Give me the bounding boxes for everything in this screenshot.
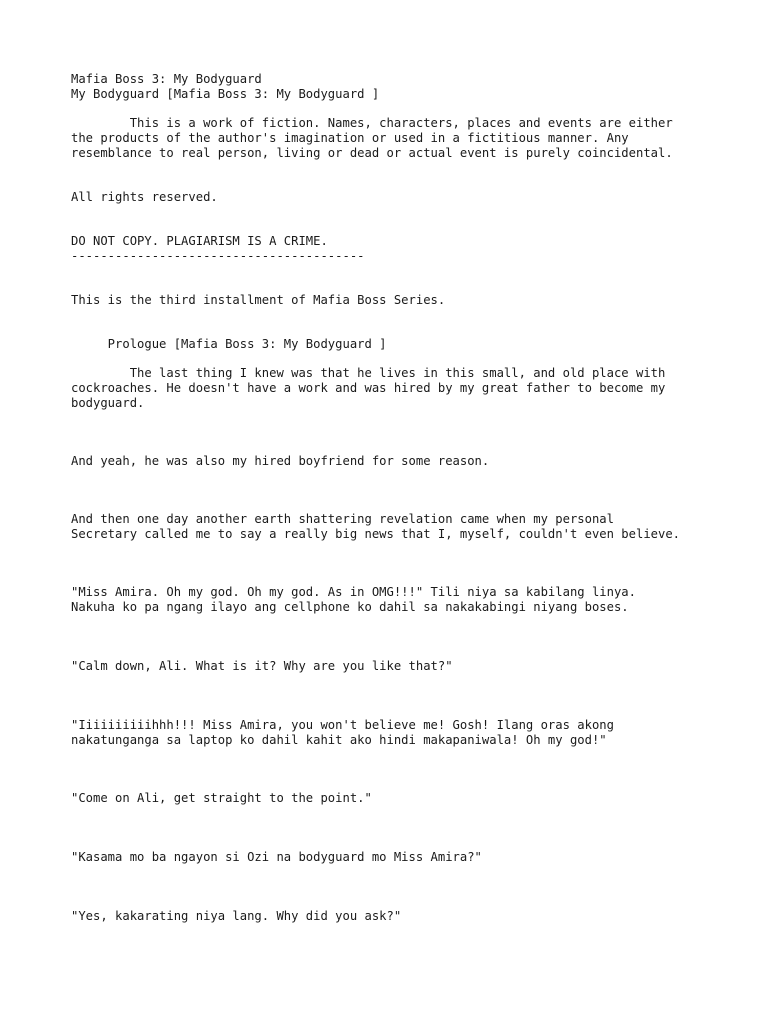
separator-line: ----------------------------------------: [71, 249, 365, 263]
paragraph-revelation-line: Secretary called me to say a really big news that I, myself, couldn't even believe.: [71, 527, 681, 541]
rights-notice: All rights reserved.: [71, 190, 218, 204]
document-subtitle: My Bodyguard [Mafia Boss 3: My Bodyguard ]: [71, 87, 380, 101]
dialogue-line: "Yes, kakarating niya lang. Why did you ask?": [71, 909, 402, 923]
dialogue-line: "Calm down, Ali. What is it? Why are you like that?": [71, 659, 453, 673]
dialogue-line: "Come on Ali, get straight to the point.": [71, 791, 372, 805]
paragraph-revelation-line: And then one day another earth shattering revelation came when my personal: [71, 512, 614, 526]
series-note: This is the third installment of Mafia Boss Series.: [71, 293, 446, 307]
disclaimer-line: resemblance to real person, living or dead or actual event is purely coincidental.: [71, 146, 673, 160]
prologue-line: cockroaches. He doesn't have a work and was hired by my great father to become my: [71, 381, 666, 395]
dialogue-line: "Iiiiiiiiiihhh!!! Miss Amira, you won't believe me! Gosh! Ilang oras akong: [71, 718, 614, 732]
prologue-line: bodyguard.: [71, 396, 145, 410]
paragraph-boyfriend: And yeah, he was also my hired boyfriend for some reason.: [71, 454, 490, 468]
plagiarism-warning: DO NOT COPY. PLAGIARISM IS A CRIME.: [71, 234, 328, 248]
document-title: Mafia Boss 3: My Bodyguard: [71, 72, 262, 86]
prologue-line: The last thing I knew was that he lives in this small, and old place with: [71, 366, 666, 380]
disclaimer-line: the products of the author's imagination or used in a fictitious manner. Any: [71, 131, 629, 145]
dialogue-line: Nakuha ko pa ngang ilayo ang cellphone ko dahil sa nakakabingi niyang boses.: [71, 600, 629, 614]
dialogue-line: "Kasama mo ba ngayon si Ozi na bodyguard mo Miss Amira?": [71, 850, 482, 864]
dialogue-line: nakatunganga sa laptop ko dahil kahit ako hindi makapaniwala! Oh my god!": [71, 733, 607, 747]
prologue-heading: Prologue [Mafia Boss 3: My Bodyguard ]: [71, 337, 387, 351]
dialogue-line: "Miss Amira. Oh my god. Oh my god. As in OMG!!!" Tili niya sa kabilang linya.: [71, 585, 636, 599]
disclaimer-line: This is a work of fiction. Names, characters, places and events are either: [71, 116, 673, 130]
